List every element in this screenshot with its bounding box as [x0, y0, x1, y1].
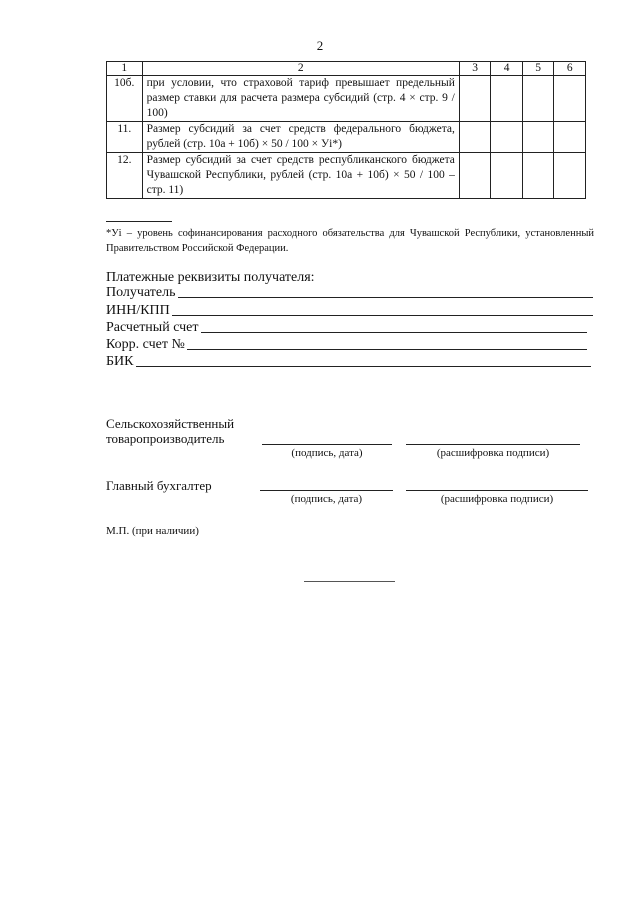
- value-cell: [554, 76, 586, 122]
- row-description: Размер субсидий за счет средств республиканского бюджета Чувашской Республики, рублей (стр. 10а + 10б) × 50 / 100 – стр. 11): [142, 153, 459, 199]
- accountant-signature-line[interactable]: [260, 490, 393, 491]
- field-label: ИНН/КПП: [106, 303, 170, 318]
- accountant-name-line[interactable]: [406, 490, 588, 491]
- producer-signature-caption: (подпись, дата): [291, 447, 363, 459]
- fill-line: [178, 285, 593, 298]
- field-label: БИК: [106, 354, 134, 369]
- producer-name-caption: (расшифровка подписи): [436, 447, 550, 459]
- value-cell: [522, 153, 554, 199]
- footnote: *Уi – уровень софинансирования расходного обязательства для Чувашской Республики, установленный Правительством Российской Федерации.: [106, 228, 594, 254]
- fill-line: [136, 354, 592, 367]
- header-cell: 3: [459, 62, 491, 76]
- corr-account-field[interactable]: [106, 337, 587, 353]
- producer-label: [106, 416, 234, 446]
- value-cell: [554, 122, 586, 153]
- value-cell: [522, 76, 554, 122]
- row-number: 11.: [107, 122, 143, 153]
- fill-line: [201, 320, 587, 333]
- value-cell: [522, 122, 554, 153]
- recipient-field[interactable]: [106, 285, 593, 301]
- value-cell: [491, 153, 523, 199]
- header-cell: 4: [491, 62, 523, 76]
- field-label: Расчетный счет: [106, 320, 199, 335]
- table-row: [107, 76, 586, 122]
- header-cell: 2: [142, 62, 459, 76]
- row-description: Размер субсидий за счет средств федерального бюджета, рублей (стр. 10а + 10б) × 50 / 100 × Уi*): [142, 122, 459, 153]
- field-label: Корр. счет №: [106, 337, 185, 352]
- end-divider: [304, 581, 395, 582]
- table-header-row: [107, 62, 586, 76]
- page-number: 2: [316, 38, 324, 53]
- accountant-name-caption: (расшифровка подписи): [440, 493, 554, 505]
- producer-label-line-2: товаропроизводитель: [106, 431, 225, 446]
- value-cell: [459, 153, 491, 199]
- producer-label-line-1: Сельскохозяйственный: [106, 416, 235, 431]
- footnote-divider: [106, 221, 172, 222]
- row-description: при условии, что страховой тариф превышает предельный размер ставки для расчета размера субсидий (стр. 4 × стр. 9 / 100): [142, 76, 459, 122]
- value-cell: [459, 122, 491, 153]
- payment-details-title: Платежные реквизиты получателя:: [106, 270, 315, 285]
- table-row: [107, 153, 586, 199]
- header-cell: 6: [554, 62, 586, 76]
- accountant-signature-caption: (подпись, дата): [290, 493, 363, 505]
- header-cell: 1: [107, 62, 143, 76]
- fill-line: [187, 337, 587, 350]
- bik-field[interactable]: [106, 354, 591, 370]
- producer-name-line[interactable]: [406, 444, 580, 445]
- account-field[interactable]: [106, 320, 587, 336]
- row-number: 10б.: [107, 76, 143, 122]
- stamp-note: М.П. (при наличии): [106, 525, 199, 537]
- value-cell: [491, 122, 523, 153]
- field-label: Получатель: [106, 285, 176, 300]
- row-number: 12.: [107, 153, 143, 199]
- header-cell: 5: [522, 62, 554, 76]
- table-row: [107, 122, 586, 153]
- value-cell: [491, 76, 523, 122]
- value-cell: [554, 153, 586, 199]
- fill-line: [172, 303, 593, 316]
- inn-kpp-field[interactable]: [106, 303, 593, 319]
- subsidy-table: [106, 61, 586, 199]
- accountant-label: Главный бухгалтер: [106, 478, 212, 493]
- value-cell: [459, 76, 491, 122]
- producer-signature-line[interactable]: [262, 444, 392, 445]
